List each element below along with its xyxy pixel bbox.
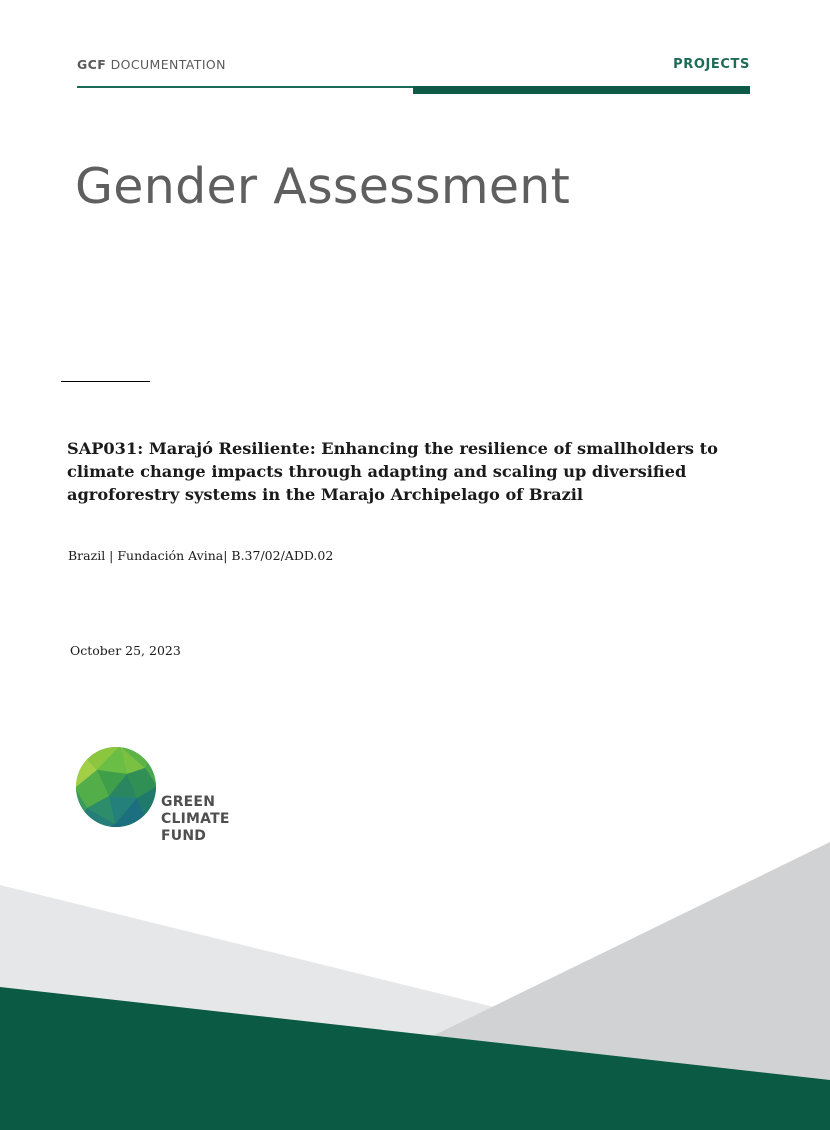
logo-line-3: FUND: [161, 828, 207, 844]
project-meta: Brazil | Fundación Avina| B.37/02/ADD.02: [68, 548, 334, 563]
globe-icon: [75, 746, 157, 828]
title-divider: [61, 381, 150, 382]
header-rule-thin: [77, 86, 414, 88]
project-title: SAP031: Marajó Resiliente: Enhancing the resilience of smallholders to climate change impacts through adapting and scaling up diversified agroforestry systems in the Marajo Archipelago of Brazil: [67, 439, 718, 504]
header-brand-bold: GCF: [77, 57, 107, 72]
header-rule-thick: [413, 86, 750, 94]
header-section: PROJECTS: [673, 57, 750, 72]
decorative-footer-shapes: [0, 830, 830, 1130]
logo-line-1: GREEN: [161, 794, 216, 810]
header-brand: [77, 57, 226, 72]
document-date: October 25, 2023: [70, 643, 181, 658]
document-title: Gender Assessment: [75, 158, 571, 215]
header-brand-rest: DOCUMENTATION: [110, 57, 226, 72]
logo-line-2: CLIMATE: [161, 811, 230, 827]
